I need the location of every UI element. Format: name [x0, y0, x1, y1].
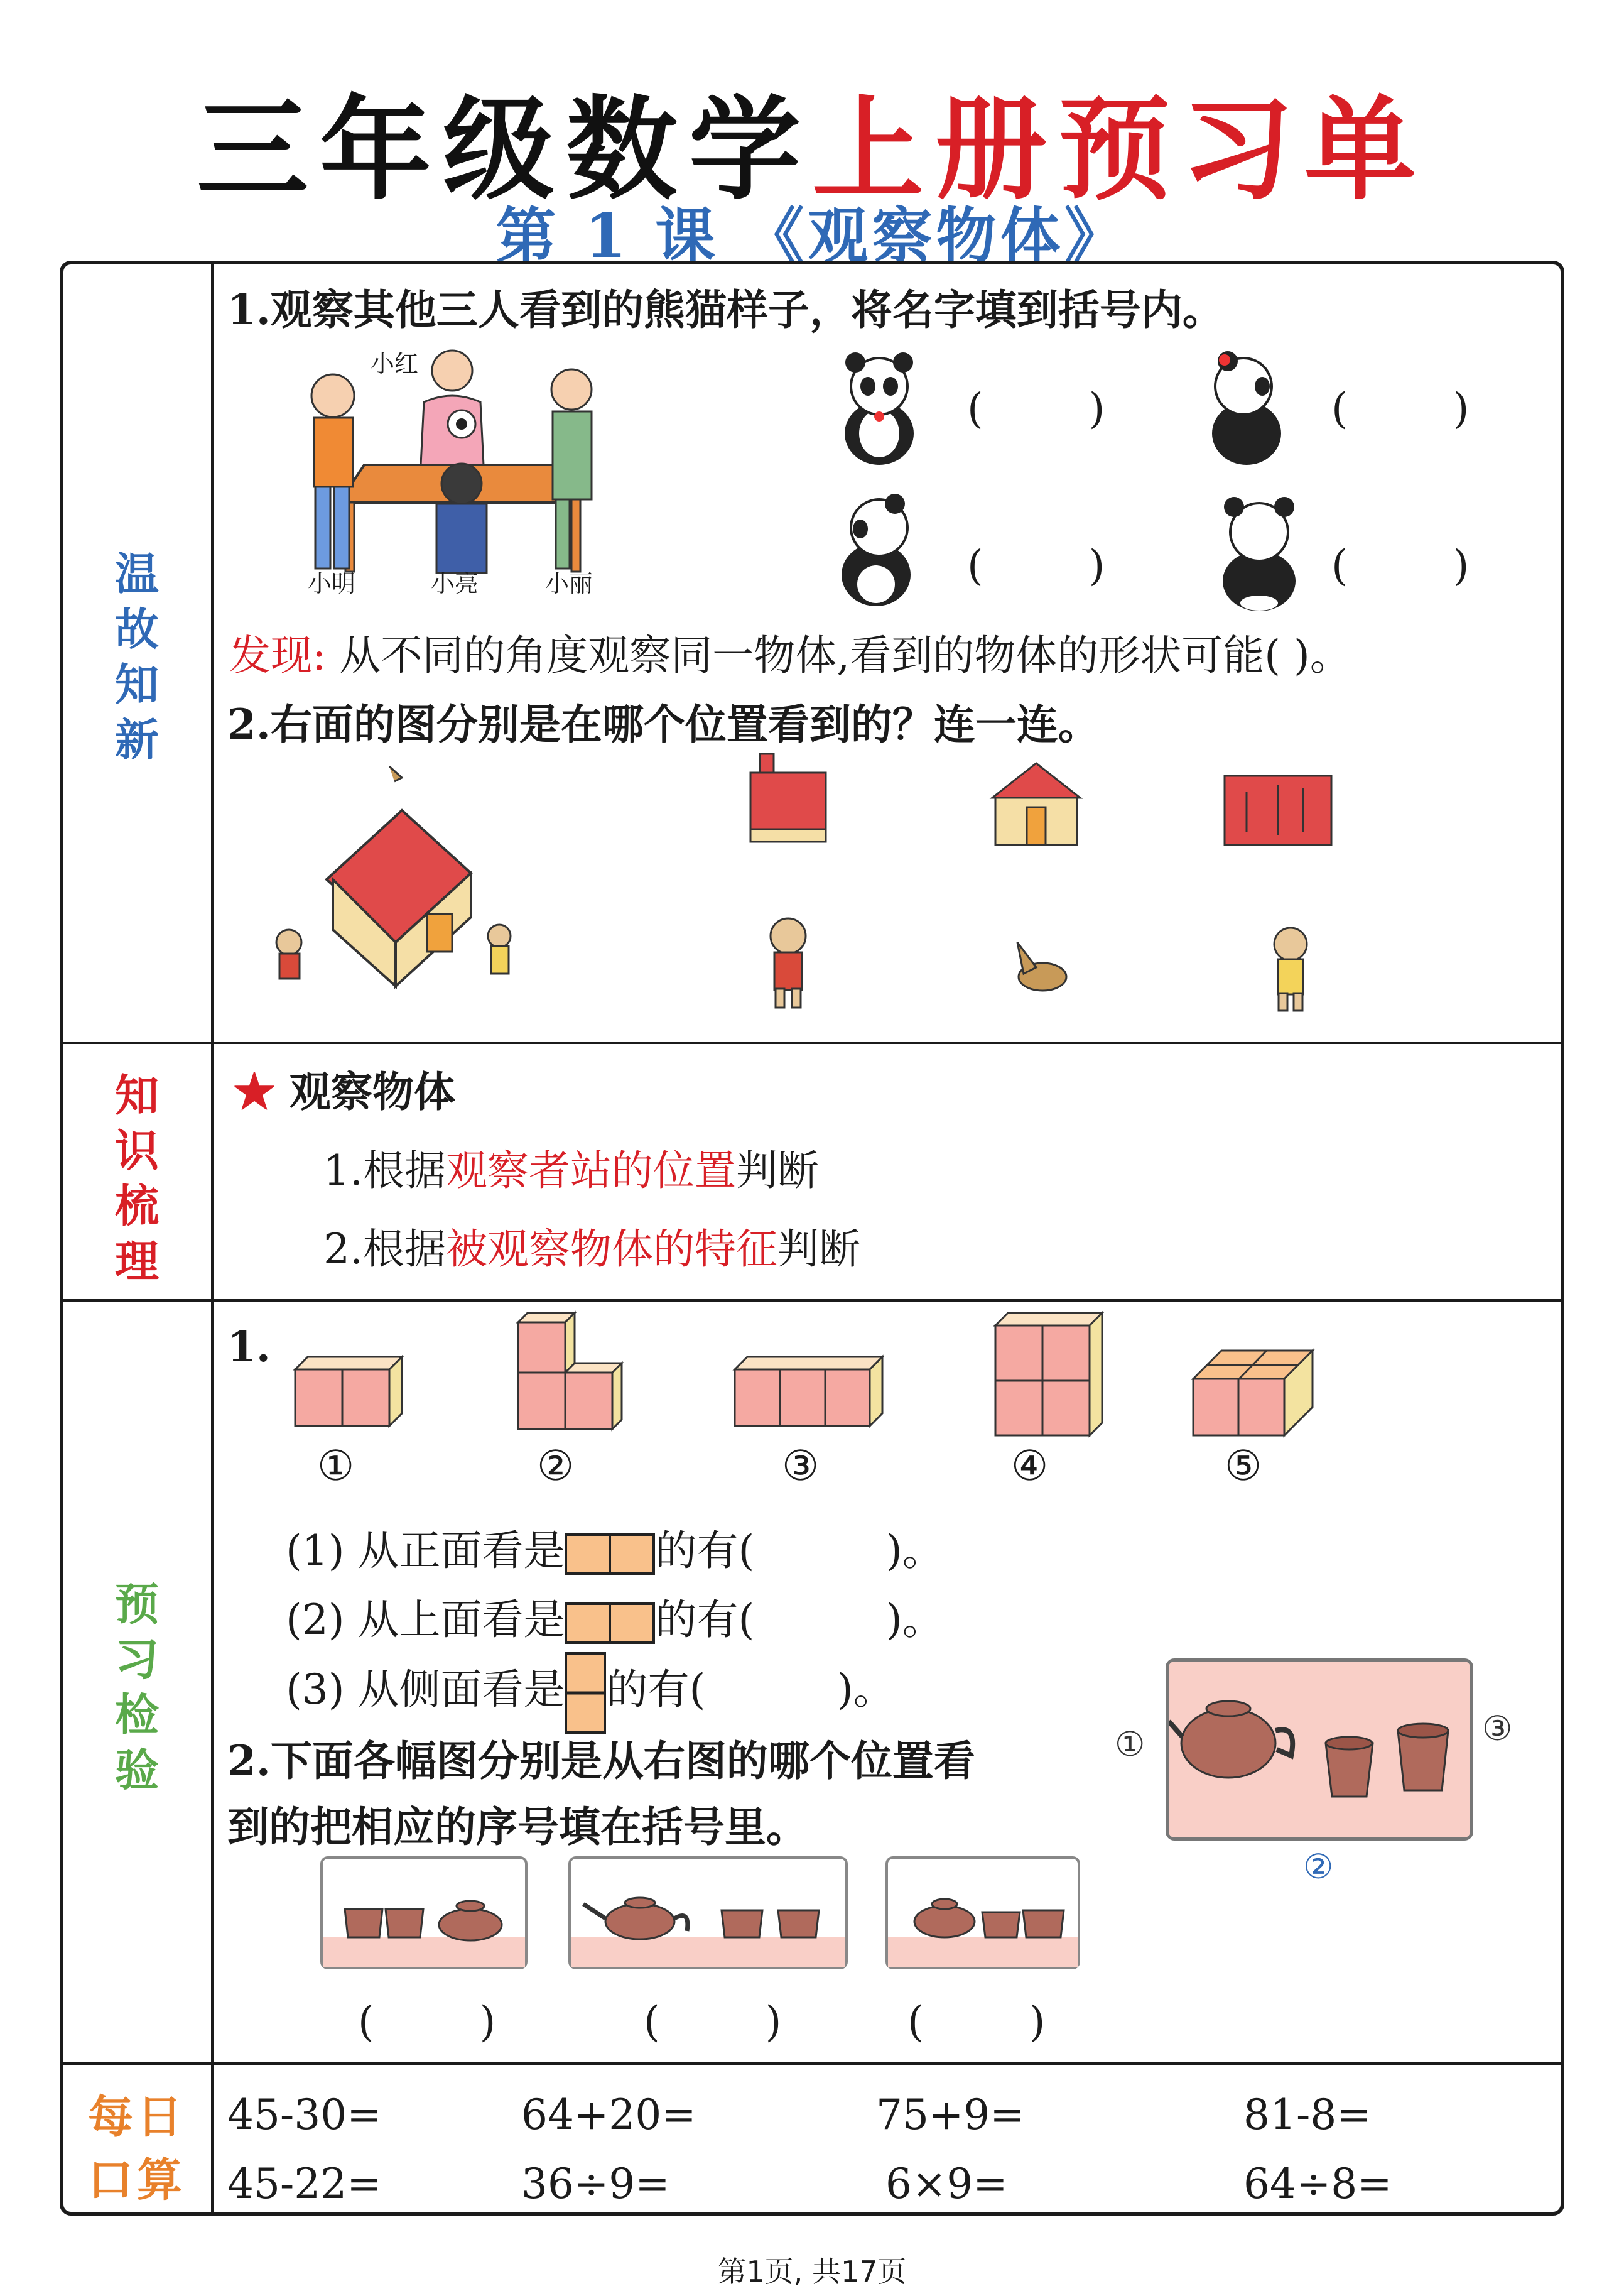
math-problem-8: 64÷8=	[1243, 2160, 1392, 2208]
preview-question-2-line-2: 到的把相应的序号填在括号里。	[227, 1802, 808, 1851]
mouse-observer-1-icon	[750, 911, 826, 1011]
position-label-3: ③	[1482, 1709, 1513, 1748]
cups-teapot-view-c-icon	[888, 1859, 1078, 1967]
math-problem-7: 6×9=	[885, 2160, 1008, 2208]
section-label-review: 温 故 知 新	[115, 548, 159, 766]
name-label-xiaoli: 小丽	[545, 570, 593, 597]
row-divider-1	[60, 1042, 1564, 1044]
row-divider-2	[60, 1299, 1564, 1302]
warmup-question-2: 2.右面的图分别是在哪个位置看到的？连一连。	[227, 700, 1100, 749]
cups-teapot-view-b-icon	[571, 1859, 845, 1967]
front-view-square-left	[565, 1533, 610, 1575]
front-view-square-right	[610, 1533, 655, 1575]
position-label-2: ②	[1303, 1847, 1334, 1886]
preview-subquestion-3: (3) 从侧面看是 的有( )。	[286, 1652, 895, 1734]
figure-label-4: ④	[1011, 1442, 1049, 1490]
math-problem-2: 64+20=	[521, 2091, 696, 2139]
knowledge-point-2: 2.根据被观察物体的特征判断	[323, 1225, 860, 1273]
kids-table-illustration	[295, 339, 622, 603]
math-problem-5: 45-22=	[227, 2160, 382, 2208]
preview-question-2-line-1: 2.下面各幅图分别是从右图的哪个位置看	[227, 1736, 975, 1785]
panda-back-view-icon	[1215, 493, 1303, 612]
column-divider	[211, 261, 214, 2216]
name-label-xiaoming: 小明	[308, 570, 356, 597]
block-figure-2	[515, 1310, 628, 1435]
figure-label-5: ⑤	[1225, 1442, 1262, 1490]
block-figure-1	[292, 1351, 405, 1432]
view-picture-b	[568, 1856, 848, 1969]
teapot-reference-picture	[1166, 1658, 1473, 1841]
math-problem-3: 75+9=	[876, 2091, 1025, 2139]
view-picture-a	[320, 1856, 528, 1969]
panda-front-view-icon	[835, 349, 923, 468]
answer-blank-panda-3[interactable]: ( )	[967, 541, 1105, 590]
preview-question-1-number: 1.	[227, 1322, 271, 1371]
house-scene-illustration	[264, 754, 528, 1005]
discovery-label: 发现:	[229, 631, 327, 680]
house-side-view-icon	[1221, 773, 1334, 848]
preview-subquestion-1: (1) 从正面看是 的有( )。	[286, 1526, 944, 1575]
answer-blank-view-c[interactable]: ( )	[907, 1998, 1046, 2046]
section-label-preview: 预 习 检 验	[115, 1578, 159, 1796]
answer-blank-view-b[interactable]: ( )	[644, 1998, 782, 2046]
section-label-knowledge: 知 识 梳 理	[115, 1069, 159, 1287]
view-picture-c	[885, 1856, 1080, 1969]
lesson-subtitle: 第 1 课 《观察物体》	[495, 200, 1129, 271]
name-label-xiaohong: 小红	[371, 350, 419, 378]
figure-label-2: ②	[537, 1442, 575, 1490]
knowledge-point-1: 1.根据观察者站的位置判断	[323, 1146, 819, 1195]
bird-observer-icon	[1005, 936, 1074, 999]
figure-label-3: ③	[782, 1442, 820, 1490]
side-view-squares	[565, 1652, 606, 1734]
title-part-black: 三年级数学	[197, 85, 812, 215]
answer-blank-panda-2[interactable]: ( )	[1331, 384, 1470, 433]
cups-teapot-view-a-icon	[323, 1859, 525, 1967]
answer-blank-panda-4[interactable]: ( )	[1331, 541, 1470, 590]
block-figure-5	[1190, 1347, 1316, 1439]
math-problem-1: 45-30=	[227, 2091, 382, 2139]
preview-subquestion-2: (2) 从上面看是 的有( )。	[286, 1596, 944, 1644]
star-icon: ★	[234, 1067, 275, 1116]
top-view-square-right	[610, 1602, 655, 1644]
discovery-text: 从不同的角度观察同一物体,看到的物体的形状可能( )。	[339, 631, 1351, 680]
knowledge-heading-text: 观察物体	[289, 1067, 455, 1116]
warmup-question-1: 1.观察其他三人看到的熊猫样子，将名字填到括号内。	[227, 285, 1224, 334]
block-figure-3	[732, 1351, 885, 1432]
house-front-view-icon	[986, 760, 1086, 848]
knowledge-heading	[234, 1058, 455, 1118]
discovery-sentence	[229, 622, 1351, 682]
math-problem-4: 81-8=	[1243, 2091, 1372, 2139]
section-label-mental-math: 每日 口算	[87, 2090, 186, 2206]
position-label-1: ①	[1115, 1724, 1145, 1764]
name-label-xiaoliang: 小亮	[431, 570, 479, 597]
answer-blank-view-a[interactable]: ( )	[358, 1998, 496, 2046]
title-part-red: 上册预习单	[812, 85, 1427, 215]
top-view-square-left	[565, 1602, 610, 1644]
row-divider-3	[60, 2062, 1564, 2065]
figure-label-1: ①	[317, 1442, 355, 1490]
panda-side-view-right-icon	[832, 490, 920, 609]
block-figure-4	[992, 1310, 1105, 1442]
mouse-observer-2-icon	[1256, 920, 1325, 1015]
panda-side-view-left-icon	[1199, 349, 1287, 468]
teapot-and-cups-icon	[1169, 1662, 1470, 1837]
answer-blank-panda-1[interactable]: ( )	[967, 384, 1105, 433]
house-top-view-icon	[747, 748, 829, 848]
page-number-footer: 第1页, 共17页	[717, 2255, 907, 2288]
math-problem-6: 36÷9=	[521, 2160, 670, 2208]
